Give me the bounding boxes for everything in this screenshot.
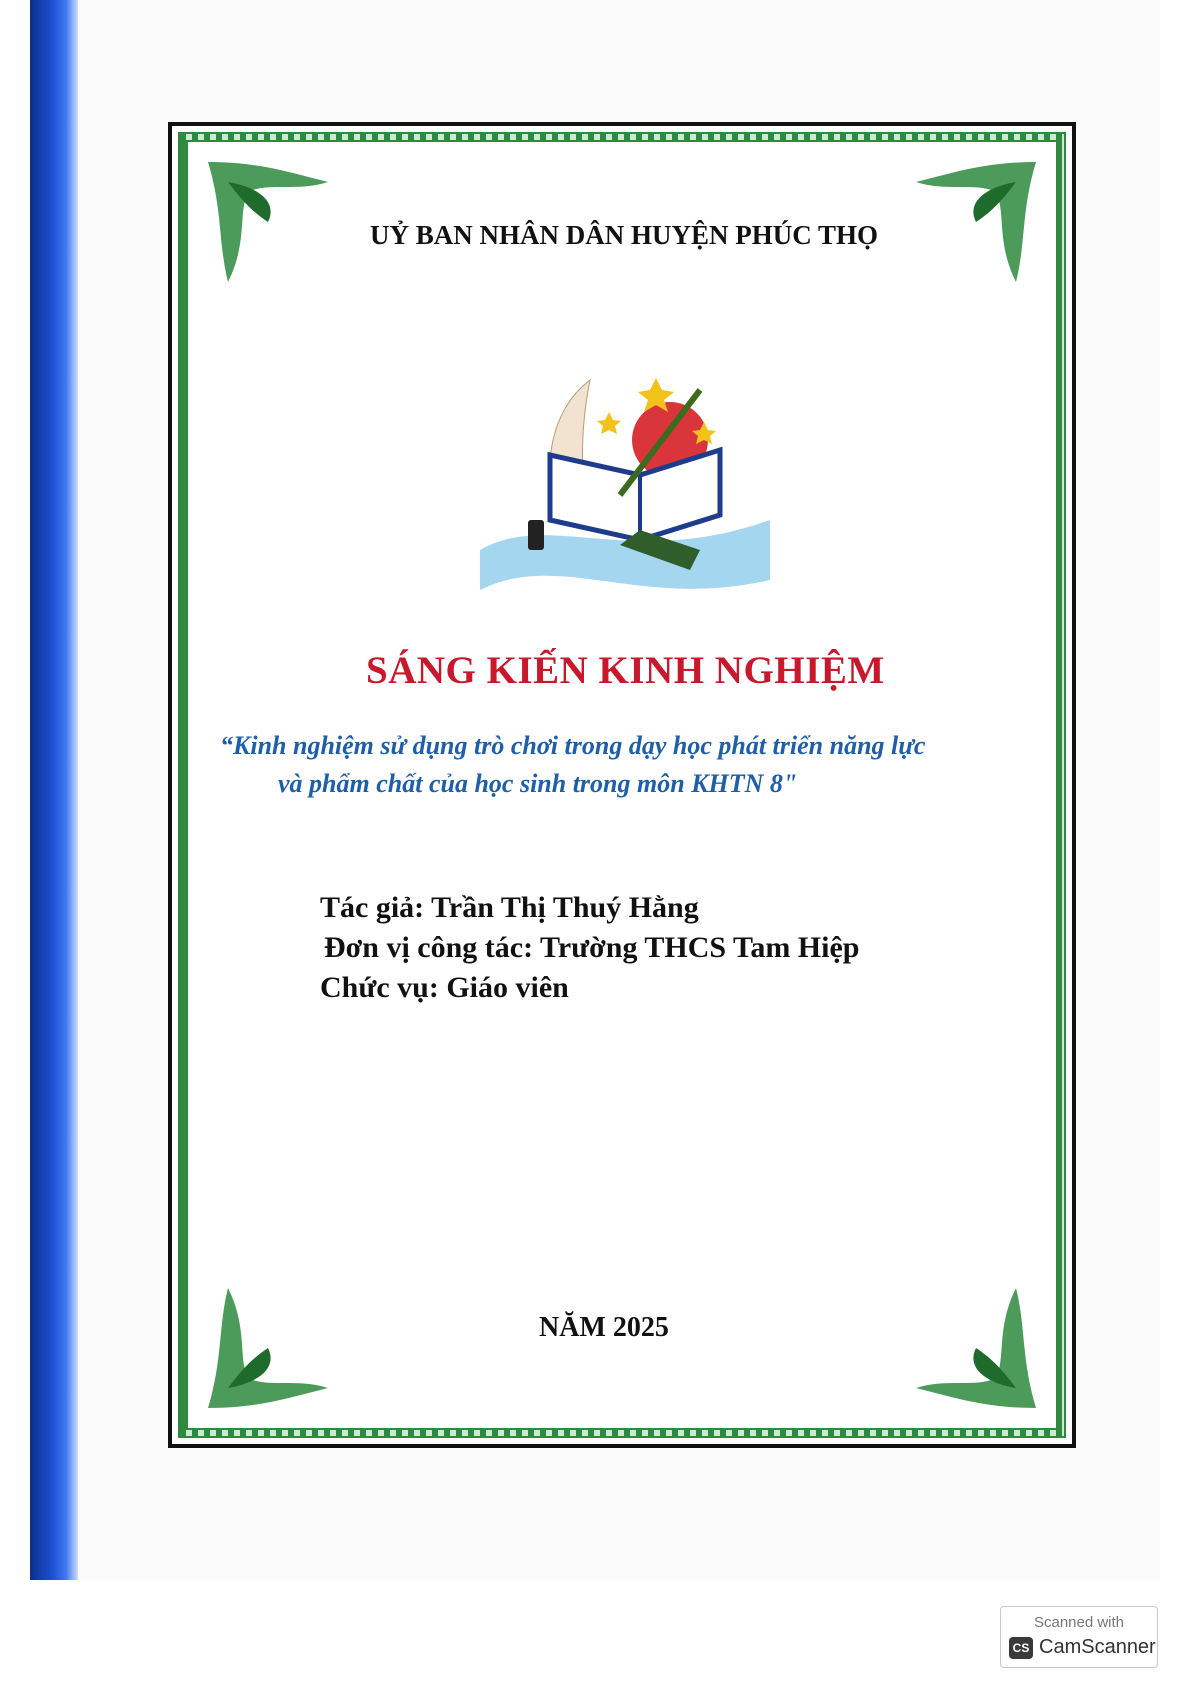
binding-cover-edge (30, 0, 78, 1580)
document-title: SÁNG KIẾN KINH NGHIỆM (366, 649, 885, 692)
decorative-frame (168, 122, 1076, 1448)
issuing-authority: UỶ BAN NHÂN DÂN HUYỆN PHÚC THỌ (370, 220, 879, 250)
watermark-brand: CamScanner (1039, 1636, 1156, 1658)
watermark-caption: Scanned with (1033, 1614, 1125, 1631)
author-line: Tác giả: Trần Thị Thuý Hằng (320, 891, 699, 924)
year-label: NĂM 2025 (539, 1312, 669, 1343)
book-and-quill-icon (470, 370, 790, 600)
corner-ornament-icon (198, 152, 348, 302)
topic-line-1: “Kinh nghiệm sử dụng trò chơi trong dạy học phát triển năng lực (220, 731, 926, 760)
corner-ornament-icon (896, 1268, 1046, 1418)
cover-content (186, 140, 1058, 1430)
initiative-topic (220, 727, 1030, 803)
camscanner-watermark (1000, 1606, 1158, 1668)
camscanner-logo-icon: CS (1009, 1637, 1033, 1659)
workplace-line: Đơn vị công tác: Trường THCS Tam Hiệp (324, 931, 860, 964)
corner-ornament-icon (896, 152, 1046, 302)
author-info (320, 888, 859, 1008)
position-line: Chức vụ: Giáo viên (320, 971, 569, 1004)
corner-ornament-icon (198, 1268, 348, 1418)
topic-line-2: và phẩm chất của học sinh trong môn KHTN 8" (278, 769, 798, 798)
